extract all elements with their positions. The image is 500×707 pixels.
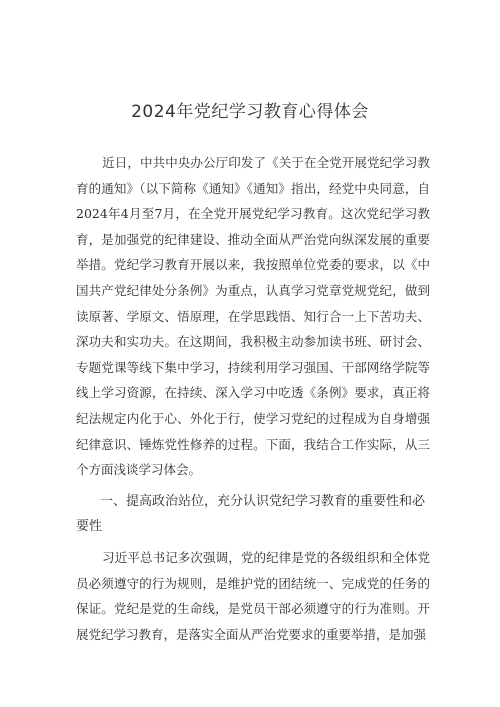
body-paragraph — [76, 545, 430, 647]
body-paragraph — [76, 150, 430, 483]
section-heading — [76, 489, 430, 539]
document-title: 2024年党纪学习教育心得体会 — [131, 102, 369, 122]
paragraph-text: 习近平总书记多次强调，党的纪律是党的各级组织和全体党员必须遵守的行为规则，是维护党的团结统一、完成党的任务的保证。党纪是党的生命线，是党员干部必须遵守的行为准则。开展党纪学习教育，是落实全面从严治党要求的重要举措，是加强 — [76, 550, 430, 642]
paragraph-text: 近日，中共中央办公厅印发了《关于在全党开展党纪学习教育的通知》（以下简称《通知》《通知》指出，经党中央同意，自2024年4月至7月，在全党开展党纪学习教育。这次党纪学习教育，是加强党的纪律建设、推动全面从严治党向纵深发展的重要举措。党纪学习教育开展以来，我按照单位党委的要求，以《中国共产党纪律处分条例》为重点，认真学习党章党规党纪，做到读原著、学原文、悟原理，在学思践悟、知行合一上下苦功夫、深功夫和实功夫。在这期间，我积极主动参加读书班、研讨会、专题党课等线下集中学习，持续利用学习强国、干部网络学院等线上学习资源，在持续、深入学习中吃透《条例》要求，真正将纪法规定内化于心、外化于行，使学习党纪的过程成为自身增强纪律意识、锤炼党性修养的过程。下面，我结合工作实际，从三个方面浅谈学习体会。 — [76, 155, 430, 478]
heading-text: 一、提高政治站位，充分认识党纪学习教育的重要性和必要性 — [76, 494, 426, 534]
